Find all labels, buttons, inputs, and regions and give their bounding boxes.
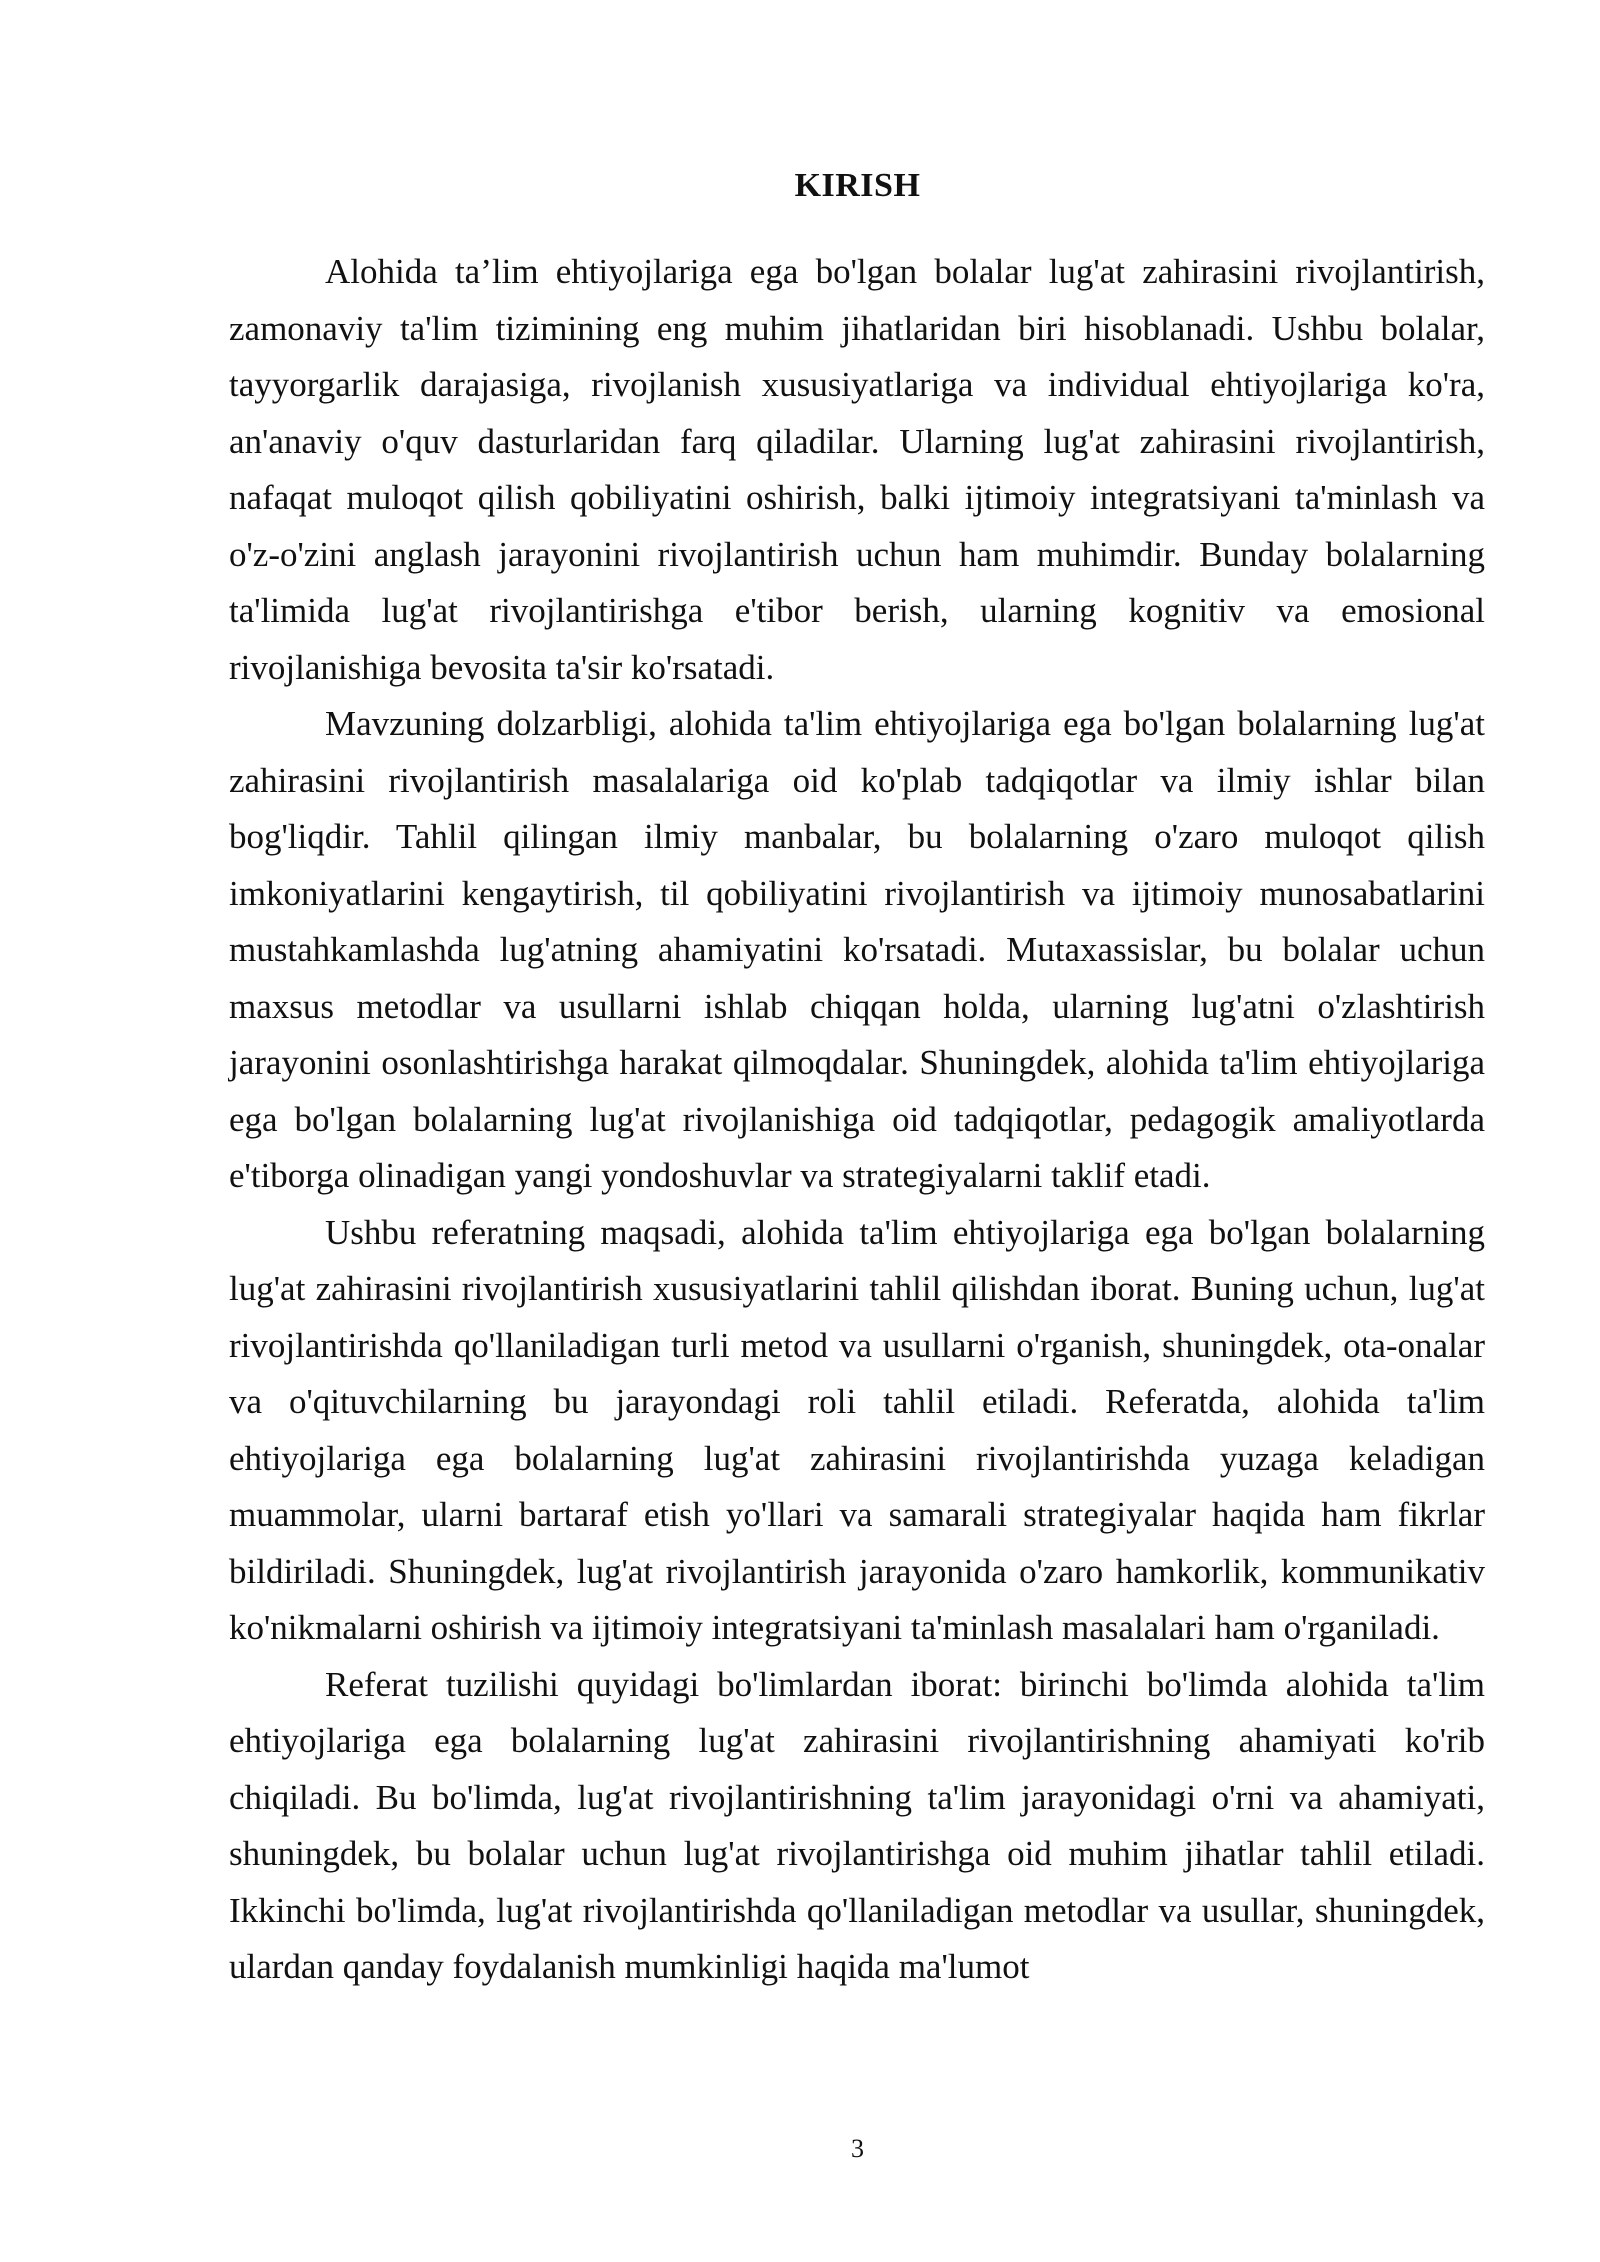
paragraph-purpose: Ushbu referatning maqsadi, alohida ta'lim ehtiyojlariga ega bo'lgan bolalarning lug'at zahirasini rivojlantirish xususiyatlarini tahlil qilishdan iborat. Buning uchun, lug'at rivojlantirishda qo'llaniladigan turli metod va usullarni o'rganish, shuningdek, ota-onalar va o'qituvchilarning bu jarayondagi roli tahlil etiladi. Referatda, alohida ta'lim ehtiyojlariga ega bolalarning lug'at zahirasini rivojlantirishda yuzaga keladigan muammolar, ularni bartaraf etish yo'llari va samarali strategiyalar haqida ham fikrlar bildiriladi. Shuningdek, lug'at rivojlantirish jarayonida o'zaro hamkorlik, kommunikativ ko'nikmalarni oshirish va ijtimoiy integratsiyani ta'minlash masalalari ham o'rganiladi. xyxy=(229,1212,1485,1647)
paragraph-relevance: Mavzuning dolzarbligi, alohida ta'lim ehtiyojlariga ega bo'lgan bolalarning lug'at zahirasini rivojlantirish masalalariga oid ko'plab tadqiqotlar va ilmiy ishlar bilan bog'liqdir. Tahlil qilingan ilmiy manbalar, bu bolalarning o'zaro muloqot qilish imkoniyatlarini kengaytirish, til qobiliyatini rivojlantirish va ijtimoiy munosabatlarini mustahkamlashda lug'atning ahamiyatini ko'rsatadi. Mutaxassislar, bu bolalar uchun maxsus metodlar va usullarni ishlab chiqqan holda, ularning lug'atni o'zlashtirish jarayonini osonlashtirishga harakat qilmoqdalar. Shuningdek, alohida ta'lim ehtiyojlariga ega bo'lgan bolalarning lug'at rivojlanishiga oid tadqiqotlar, pedagogik amaliyotlarda e'tiborga olinadigan yangi yondoshuvlar va strategiyalarni taklif etadi. xyxy=(229,704,1485,1195)
page-title: KIRISH xyxy=(794,167,921,204)
paragraph-introduction: Alohida ta’lim ehtiyojlariga ega bo'lgan bolalar lug'at zahirasini rivojlantirish, zamonaviy ta'lim tizimining eng muhim jihatlaridan biri hisoblanadi. Ushbu bolalar, tayyorgarlik darajasiga, rivojlanish xususiyatlariga va individual ehtiyojlariga ko'ra, an'anaviy o'quv dasturlaridan farq qiladilar. Ularning lug'at zahirasini rivojlantirish, nafaqat muloqot qilish qobiliyatini oshirish, balki ijtimoiy integratsiyani ta'minlash va o'z-o'zini anglash jarayonini rivojlantirish uchun ham muhimdir. Bunday bolalarning ta'limida lug'at rivojlantirishga e'tibor berish, ularning kognitiv va emosional rivojlanishiga bevosita ta'sir ko'rsatadi. xyxy=(229,252,1485,687)
document-body xyxy=(229,244,1485,1996)
page-number: 3 xyxy=(851,2134,864,2163)
paragraph-structure: Referat tuzilishi quyidagi bo'limlardan iborat: birinchi bo'limda alohida ta'lim ehtiyojlariga ega bolalarning lug'at zahirasini rivojlantirishning ahamiyati ko'rib chiqiladi. Bu bo'limda, lug'at rivojlantirishning ta'lim jarayonidagi o'rni va ahamiyati, shuningdek, bu bolalar uchun lug'at rivojlantirishga oid muhim jihatlar tahlil etiladi. Ikkinchi bo'limda, lug'at rivojlantirishda qo'llaniladigan metodlar va usullar, shuningdek, ulardan qanday foydalanish mumkinligi haqida ma'lumot xyxy=(229,1664,1485,1986)
